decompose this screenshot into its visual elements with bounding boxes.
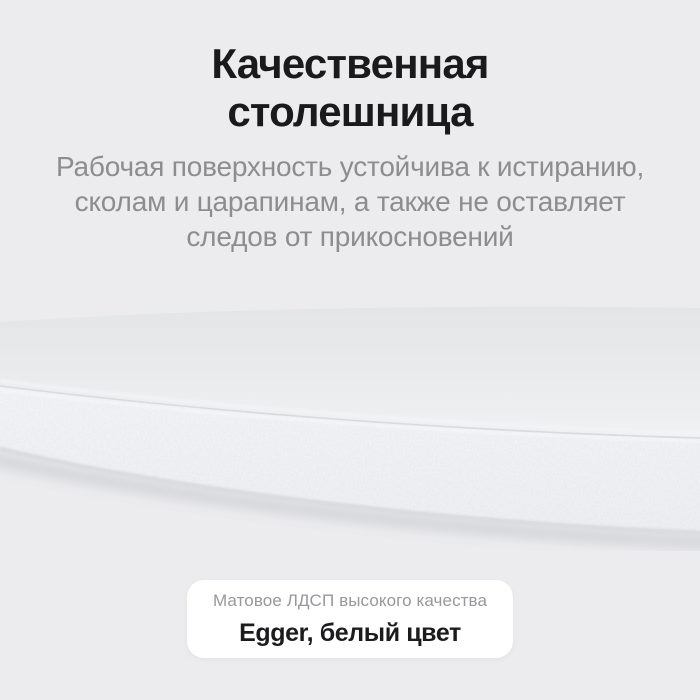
slide-subtitle-line-2: сколам и царапинам, а также не оставляет (74, 186, 626, 217)
slide-title (0, 0, 700, 136)
slide-subtitle-line-1: Рабочая поверхность устойчива к истиранию, (55, 151, 645, 182)
material-badge-subtitle: Матовое ЛДСП высокого качества (212, 590, 488, 610)
slide-title-line-1: Качественная (211, 40, 489, 87)
material-badge-card (187, 580, 513, 658)
slide-title-line-2: столешница (227, 88, 473, 135)
slide-subtitle (0, 149, 700, 254)
slide-subtitle-line-3: следов от прикосновений (186, 221, 514, 252)
material-badge-title: Egger, белый цвет (239, 618, 461, 647)
